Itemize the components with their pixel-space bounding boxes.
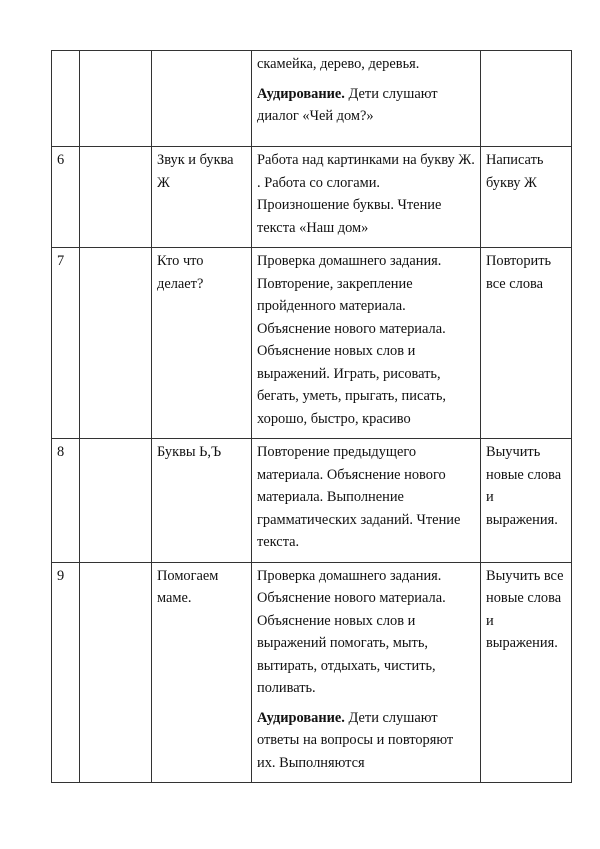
empty-cell: [80, 439, 152, 563]
lesson-content-cell: [252, 51, 481, 147]
lesson-number-cell: 7: [52, 248, 80, 439]
lesson-topic-cell: Помогаем маме.: [152, 562, 252, 783]
lesson-number-cell: 8: [52, 439, 80, 563]
table-row: [52, 562, 572, 783]
bold-label: Аудирование.: [257, 85, 345, 102]
homework-cell: Написать букву Ж: [481, 147, 572, 248]
homework-cell: [481, 51, 572, 147]
lesson-number-cell: [52, 51, 80, 147]
lesson-topic-cell: Звук и буква Ж: [152, 147, 252, 248]
empty-cell: [80, 147, 152, 248]
lesson-number-cell: 9: [52, 562, 80, 783]
homework-cell: Повторить все слова: [481, 248, 572, 439]
bold-label: Аудирование.: [257, 709, 345, 726]
table-row: [52, 51, 572, 147]
content-text: скамейка, дерево, деревья.: [257, 56, 420, 72]
empty-cell: [80, 562, 152, 783]
content-paragraph: [257, 83, 475, 128]
table-row: [52, 147, 572, 248]
homework-cell: Выучить новые слова и выражения.: [481, 439, 572, 563]
table-row: [52, 439, 572, 563]
content-text: Проверка домашнего задания. Объяснение нового материала. Объяснение новых слов и выражений помогать, мыть, вытирать, отдыхать, чистить, поливать.: [257, 567, 446, 696]
lesson-topic-cell: Кто что делает?: [152, 248, 252, 439]
empty-cell: [80, 248, 152, 439]
lesson-topic-cell: [152, 51, 252, 147]
table-row: [52, 248, 572, 439]
lesson-plan-table: [51, 50, 572, 783]
lesson-content-cell: Проверка домашнего задания. Повторение, закрепление пройденного материала. Объяснение нового материала. Объяснение новых слов и выражений. Играть, рисовать, бегать, уметь, прыгать, писать, хорошо, быстро, красиво: [252, 248, 481, 439]
homework-cell: Выучить все новые слова и выражения.: [481, 562, 572, 783]
empty-cell: [80, 51, 152, 147]
content-text: Дети слушают диалог «Чей дом?»: [257, 85, 438, 124]
lesson-topic-cell: Буквы Ь,Ъ: [152, 439, 252, 563]
lesson-content-cell: Работа над картинками на букву Ж. . Работа со слогами. Произношение буквы. Чтение текста «Наш дом»: [252, 147, 481, 248]
content-text: Дети слушают ответы на вопросы и повторяют их. Выполняются: [257, 709, 454, 771]
lesson-content-cell: Повторение предыдущего материала. Объяснение нового материала. Выполнение грамматических заданий. Чтение текста.: [252, 439, 481, 563]
lesson-number-cell: 6: [52, 147, 80, 248]
content-paragraph: [257, 707, 475, 775]
lesson-content-cell: [252, 562, 481, 783]
